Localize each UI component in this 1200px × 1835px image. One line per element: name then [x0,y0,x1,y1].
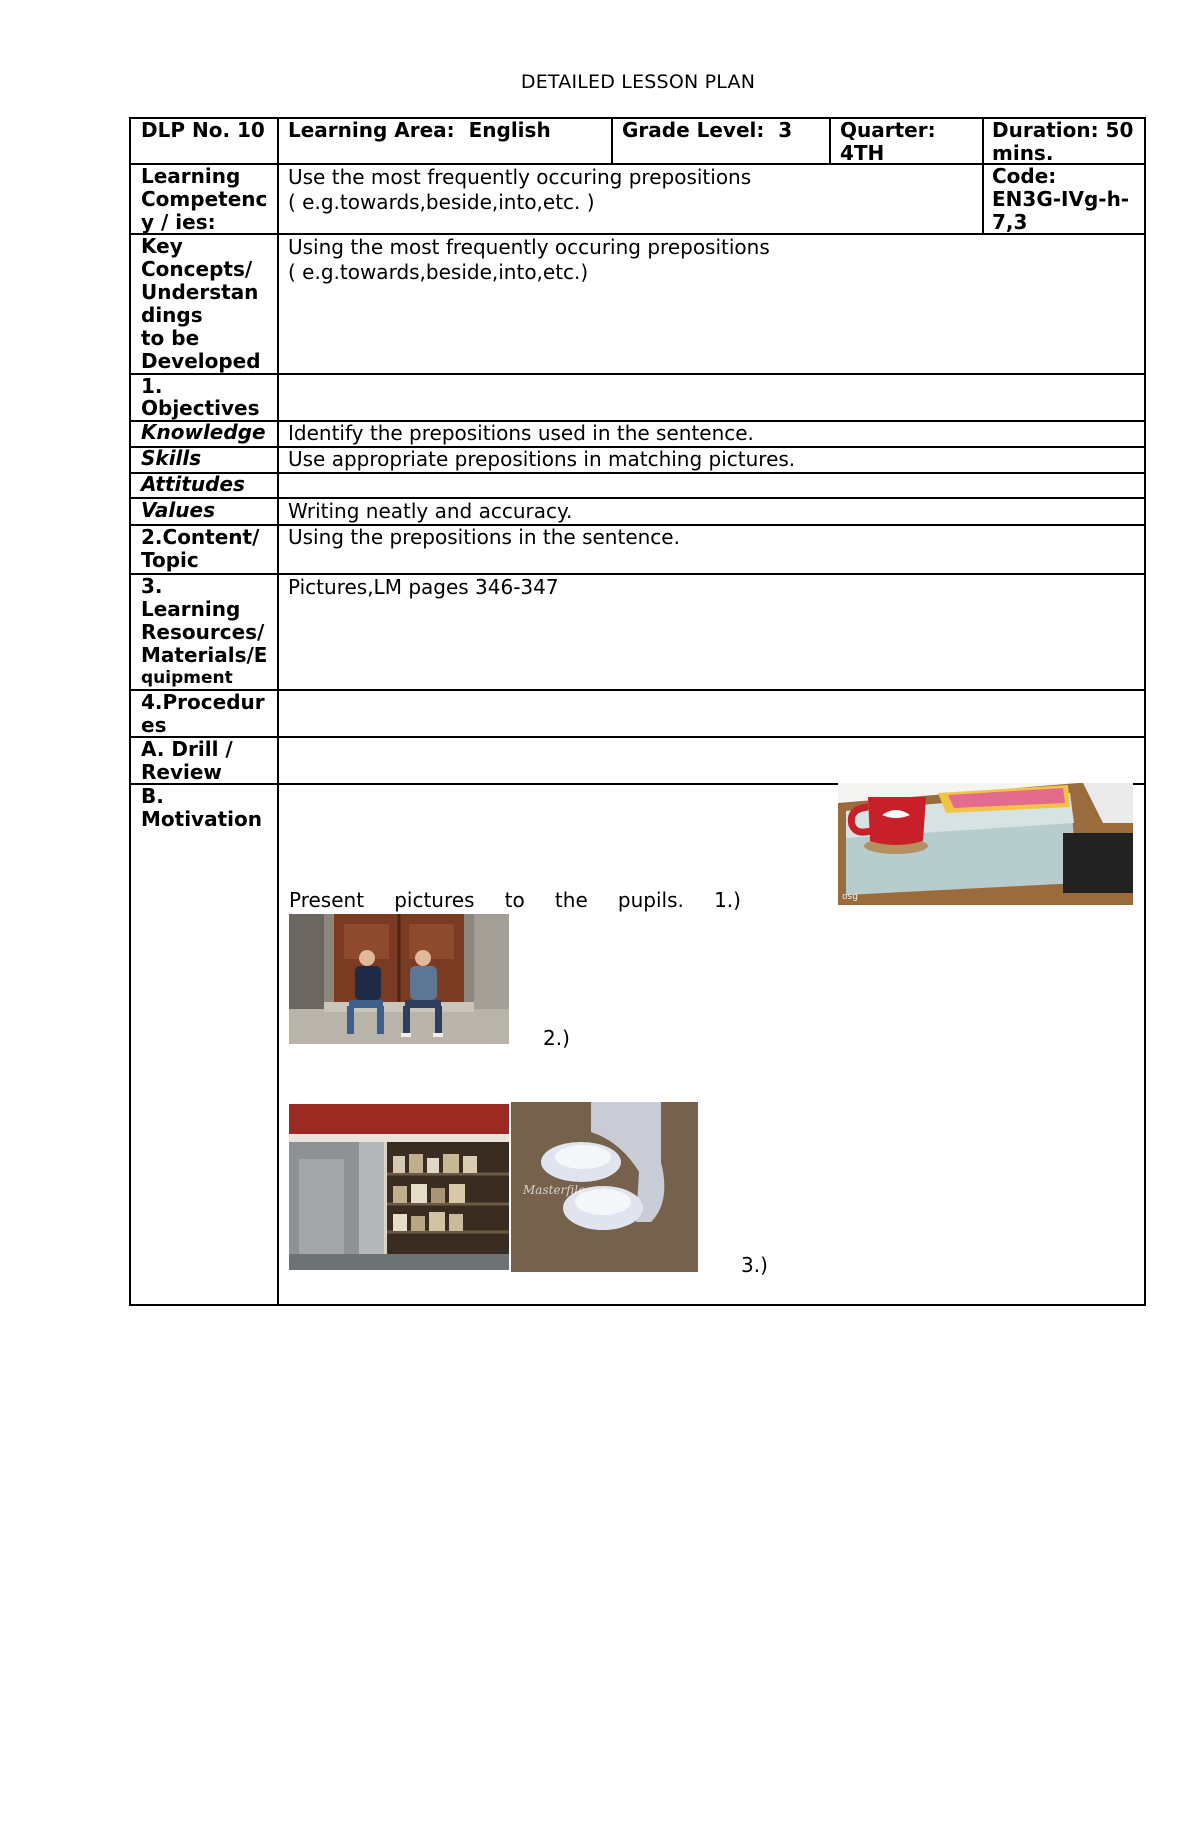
word: pictures [394,888,475,912]
drill-label-2: Review [141,760,222,784]
word: Present [289,888,365,912]
values-label: Values [141,498,215,522]
competency-label-1: Learning [141,164,241,188]
resources-label-2: Learning [141,597,241,621]
key-concepts-label-3: Understan [141,280,259,304]
grade-level: Grade Level: 3 [622,118,793,142]
code-label: Code: [992,164,1057,188]
attitudes-label: Attitudes [141,472,245,496]
competency-label-2: Competenc [141,187,268,211]
key-concepts-label-5: to be [141,326,200,350]
key-concepts-label-1: Key [141,234,183,258]
skills-label: Skills [141,446,202,470]
key-concepts-label-2: Concepts/ [141,257,253,281]
word: pupils. [617,888,684,912]
code-value-2: 7,3 [992,210,1028,234]
kitchen-shelves-picture [289,1104,509,1270]
motivation-instruction [289,889,741,912]
competency-text-2: ( e.g.towards,beside,into,etc. ) [288,190,595,214]
skills-text: Use appropriate prepositions in matching pictures. [288,447,796,471]
item-3-label: 3.) [741,1253,768,1277]
objectives-label-2: Objectives [141,396,260,420]
resources-label-3: Resources/ [141,620,265,644]
duration-label: Duration: 50 [992,118,1134,142]
content-label-1: 2.Content/ [141,525,260,549]
code-value-1: EN3G-IVg-h- [992,187,1130,211]
quarter-value: 4TH [840,141,885,165]
procedures-label-1: 4.Procedur [141,690,265,714]
drill-label-1: A. Drill / [141,737,233,761]
resources-label-4: Materials/E [141,643,268,667]
mug-on-table-picture [838,783,1133,905]
resources-text: Pictures,LM pages 346-347 [288,575,559,599]
resources-label-5: quipment [141,668,233,688]
item-2-label: 2.) [543,1026,570,1050]
word: the [554,888,588,912]
key-concepts-text-1: Using the most frequently occuring prepositions [288,235,770,259]
resources-label-1: 3. [141,574,163,598]
men-by-door-picture [289,914,509,1044]
watermark: Masterfile [523,1183,586,1197]
slippers-picture [511,1102,698,1272]
watermark: osg [842,892,858,902]
key-concepts-text-2: ( e.g.towards,beside,into,etc.) [288,260,589,284]
motivation-label-2: Motivation [141,807,262,831]
dlp-number: DLP No. 10 [141,118,265,142]
quarter-label: Quarter: [840,118,936,142]
values-text: Writing neatly and accuracy. [288,499,573,523]
learning-area: Learning Area: English [288,118,551,142]
document-title: DETAILED LESSON PLAN [520,71,756,93]
knowledge-label: Knowledge [141,420,266,444]
objectives-label-1: 1. [141,374,163,398]
knowledge-text: Identify the prepositions used in the sentence. [288,421,754,445]
motivation-label-1: B. [141,784,164,808]
item-1-label: 1.) [714,888,741,912]
competency-label-3: y / ies: [141,210,216,234]
key-concepts-label-6: Developed [141,349,261,373]
key-concepts-label-4: dings [141,303,203,327]
content-text: Using the prepositions in the sentence. [288,525,680,549]
word: to [504,888,525,912]
content-label-2: Topic [141,548,199,572]
duration-value: mins. [992,141,1054,165]
procedures-label-2: es [141,713,167,737]
competency-text-1: Use the most frequently occuring prepositions [288,165,752,189]
